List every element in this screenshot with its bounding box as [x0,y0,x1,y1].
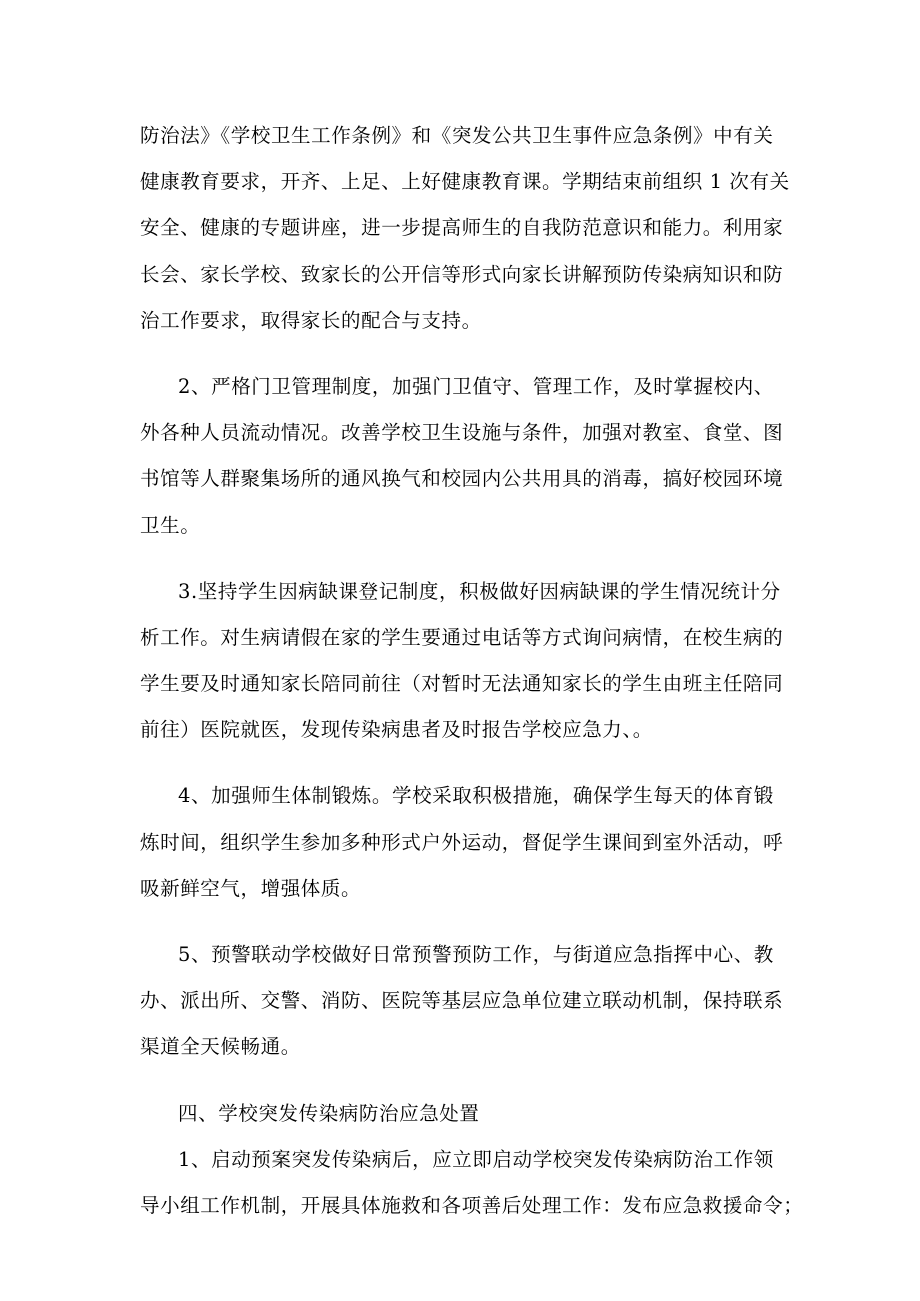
text-line: 治工作要求，取得家长的配合与支持。 [140,308,482,332]
text-line: 炼时间，组织学生参加多种形式户外运动，督促学生课间到室外活动，呼 [140,830,784,854]
paragraph-health-education [140,113,790,344]
text-line: 书馆等人群聚集场所的通风换气和校园内公共用具的消毒，搞好校园环境 [140,467,784,491]
text-line: 卫生。 [140,513,201,537]
text-line: 防治法》《学校卫生工作条例》和《突发公共卫生事件应急条例》中有关 [140,124,774,147]
text-line: 学生要及时通知家长陪同前往（对暂时无法通知家长的学生由班主任陪同 [140,672,784,696]
text-line: 外各种人员流动情况。改善学校卫生设施与条件，加强对教室、食堂、图 [140,421,784,445]
text-line: 3.坚持学生因病缺课登记制度，积极做好因病缺课的学生情况统计分 [178,579,781,603]
paragraph-item-2 [140,364,790,549]
text-line: 析工作。对生病请假在家的学生要通过电话等方式询问病情，在校生病的 [140,625,784,649]
text-line: 长会、家长学校、致家长的公开信等形式向家长讲解预防传染病知识和防 [140,262,784,286]
text-line: 吸新鲜空气，增强体质。 [140,876,362,900]
text-line: 办、派出所、交警、消防、医院等基层应急单位建立联动机制，保持联系 [140,989,784,1013]
section-heading-4 [140,1091,790,1137]
text-line: 4、加强师生体制锻炼。学校采取积极措施，确保学生每天的体育锻 [178,784,774,808]
text-line: 渠道全天候畅通。 [140,1035,301,1059]
text-line: 导小组工作机制，开展具体施救和各项善后处理工作：发布应急救援命令； [140,1193,804,1217]
paragraph-section-4-item-1 [140,1137,804,1229]
paragraph-item-5 [140,932,790,1071]
text-line: 健康教育要求，开齐、上足、上好健康教育课。学期结束前组织 1 次有关 [140,170,790,194]
text-line: 前往）医院就医，发现传染病患者及时报告学校应急力、。 [140,718,653,742]
text-line: 安全、健康的专题讲座，进一步提高师生的自我防范意识和能力。利用家 [140,216,784,240]
document-body [140,113,804,1229]
section-heading: 四、学校突发传染病防治应急处置 [178,1101,480,1125]
text-line: 1、启动预案突发传染病后，应立即启动学校突发传染病防治工作领 [178,1147,774,1171]
text-line: 2、严格门卫管理制度，加强门卫值守、管理工作，及时掌握校内、 [178,374,774,398]
paragraph-item-4 [140,773,790,912]
text-line: 5、预警联动学校做好日常预警预防工作，与街道应急指挥中心、教 [178,943,774,966]
paragraph-item-3 [140,569,790,754]
